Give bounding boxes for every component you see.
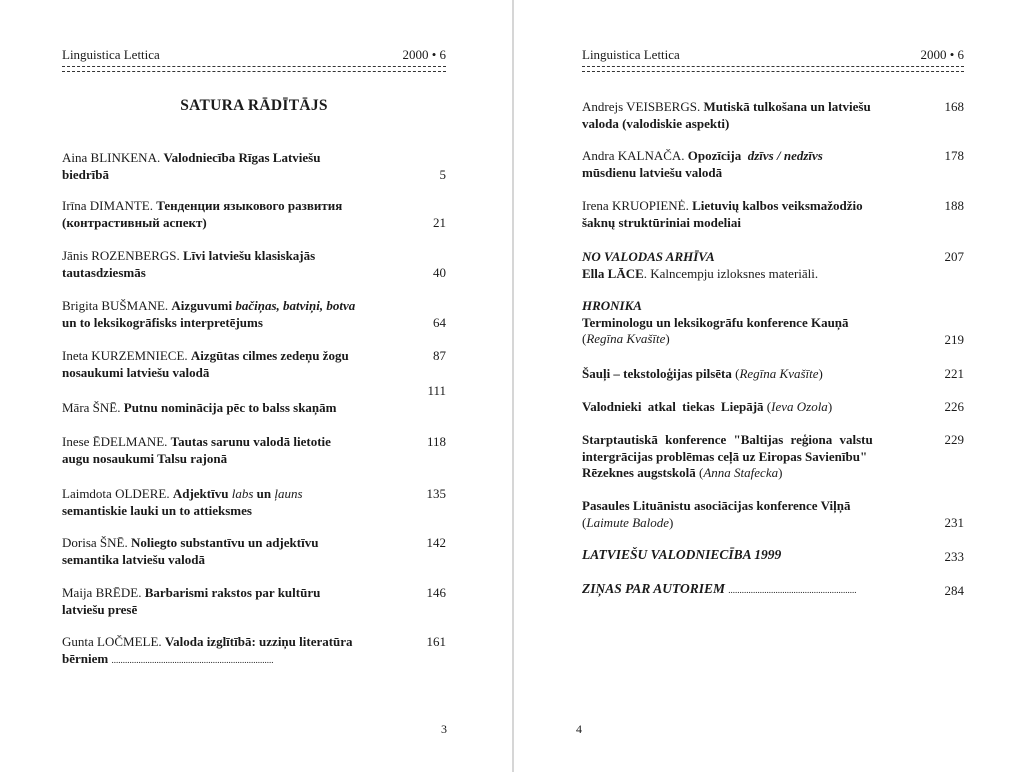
toc-entry[interactable]: Pasaules Lituānistu asociācijas konference Viļņā (Laimute Balode) 231 [582,498,964,530]
entry-author: Irena KRUOPIENĖ [582,198,686,213]
toc-entry[interactable]: Irena KRUOPIENĖ. Lietuvių kalbos veiksmažodžio šaknų struktūriniai modeliai 188 [582,198,964,230]
entry-title: Līvi latviešu klasiskajās [182,248,316,263]
entry-title: Valoda izglītībā: uzziņu literatūra [164,634,353,649]
entry-title: augu nosaukumi Talsu rajonā [62,450,228,466]
entry-page: 161 [426,634,446,649]
entry-author: Inese ĒDELMANE [62,434,165,449]
right-page [514,0,1024,772]
toc-entry[interactable]: Aina BLINKENA. Valodniecība Rīgas Latviešu biedrībā 5 [62,150,446,182]
entry-title: Starptautiskā konference "Baltijas reģiona valstu [582,432,873,447]
toc-entry[interactable]: Starptautiskā konference "Baltijas reģiona valstu intergrācijas problēmas ceļā uz Eiropas Savienību" Rēzeknes augstskolā (Anna Stafecka) 229 [582,432,964,480]
entry-title: semantika latviešu valodā [62,551,206,567]
entry-title: Valodniecība Rīgas Latviešu [163,150,321,165]
entry-page: 21 [433,215,446,230]
entry-title: Tautas sarunu valodā lietotie [170,434,331,449]
entry-page: 229 [944,432,964,447]
toc-entry[interactable]: Irīna DIMANTE. Тенденции языкового развития (контрастивный аспект) 21 [62,198,446,230]
entry-page: 168 [944,99,964,114]
entry-title: intergrācijas problēmas ceļā uz Eiropas Savienību" [582,448,868,464]
entry-title: Barbarismi rakstos par kultūru [144,585,321,600]
page-number: 3 [441,722,447,736]
toc-entry[interactable]: Andra KALNAČA. Opozīcija dzīvs / nedzīvs mūsdienu latviešu valodā 178 [582,148,964,180]
entry-title-italic: dzīvs / nedzīvs [747,148,823,163]
entry-page: 111 [427,383,446,398]
entry-page: 219 [944,332,964,347]
toc-entry[interactable]: NO VALODAS ARHĪVA Ella LĀCE. Kalncempju izloksnes materiāli. 207 [582,249,964,281]
entry-author: Dorisa ŠNĒ [62,535,125,550]
header-rule [582,66,964,72]
entry-title-italic: ļauns [274,486,303,501]
entry-title: biedrībā [62,166,109,182]
entry-title: valoda (valodiskie aspekti) [582,115,730,131]
toc-entry[interactable]: Dorisa ŠNĒ. Noliegto substantīvu un adjektīvu semantika latviešu valodā 142 [62,535,446,567]
toc-entry[interactable]: Māra ŠNĒ. Putnu nominācija pēc to balss skaņām 111 [62,383,446,415]
entry-title: šaknų struktūriniai modeliai [582,214,741,230]
entry-page: 87 [433,348,446,363]
entry-title: (контрастивный аспект) [62,214,207,230]
entry-title: Opozīcija [687,148,742,163]
entry-title: Aizguvumi [171,298,233,313]
entry-page: 64 [433,315,446,330]
entry-page: 221 [944,366,964,381]
toc-entry[interactable]: Inese ĒDELMANE. Tautas sarunu valodā lietotie augu nosaukumi Talsu rajonā 118 [62,434,446,466]
entry-page: 40 [433,265,446,280]
entry-page: 284 [944,583,964,598]
section-heading: ZIŅAS PAR AUTORIEM [582,581,726,596]
leader-dots: ......................................................... [728,585,857,595]
toc-entry[interactable] [582,547,964,564]
toc-entry[interactable]: Maija BRĒDE. Barbarismi rakstos par kultūru latviešu presē 146 [62,585,446,617]
running-header [582,47,964,63]
entry-title: latviešu presē [62,601,138,617]
header-rule [62,66,446,72]
entry-title-italic: bačiņas, batviņi, botva [235,298,356,313]
entry-title: un [256,486,272,501]
toc-entry[interactable]: Ineta KURZEMNIECE. Aizgūtas cilmes zedeņu žogu nosaukumi latviešu valodā 87 [62,348,446,380]
entry-title: Lietuvių kalbos veiksmažodžio [692,198,863,213]
leader-dots: ........................................................................ [111,654,274,665]
entry-page: 178 [944,148,964,163]
entry-title: tautasdziesmās [62,264,146,280]
entry-page: 135 [426,486,446,501]
entry-title: Aizgūtas cilmes zedeņu žogu [190,348,349,363]
entry-title: Valodnieki atkal tiekas Liepājā [582,399,764,414]
entry-title: Rēzeknes augstskolā [582,465,696,480]
entry-page: 188 [944,198,964,213]
toc-entry[interactable]: Gunta LOČMELE. Valoda izglītībā: uzziņu literatūra bērniem ........................................................................ 161 [62,634,446,666]
entry-title: bērniem [62,650,109,666]
entry-page: 146 [426,585,446,600]
toc-title: SATURA RĀDĪTĀJS [180,97,328,114]
entry-title: semantiskie lauki un to attieksmes [62,502,252,518]
section-heading: LATVIEŠU VALODNIECĪBA 1999 [582,547,782,562]
toc-entry[interactable]: Brigita BUŠMANE. Aizguvumi bačiņas, batviņi, botva un to leksikogrāfisks interpretējums 64 [62,298,446,330]
entry-author: Aina BLINKENA [62,150,157,165]
entry-page: 118 [426,434,446,449]
journal-name: Linguistica Lettica [62,47,160,62]
entry-author: Gunta LOČMELE [62,634,159,649]
entry-author: Maija BRĒDE [62,585,139,600]
entry-page: 5 [439,167,446,182]
entry-author: Andra KALNAČA [582,148,682,163]
entry-title: nosaukumi latviešu valodā [62,364,210,380]
entry-page: 233 [944,549,964,564]
entry-author: Andrejs VEISBERGS [582,99,697,114]
section-heading: NO VALODAS ARHĪVA [582,249,715,264]
entry-title: mūsdienu latviešu valodā [582,164,723,180]
entry-title: Putnu nominācija pēc to balss skaņām [123,400,337,415]
entry-page: 226 [944,399,964,414]
entry-title: un to leksikogrāfisks interpretējums [62,314,263,330]
toc-entry[interactable] [582,581,964,599]
page-number: 4 [576,722,582,736]
toc-entry[interactable]: Valodnieki atkal tiekas Liepājā (Ieva Ozola) 226 [582,399,964,414]
toc-entry[interactable]: Jānis ROZENBERGS. Līvi latviešu klasiskajās tautasdziesmās 40 [62,248,446,280]
entry-reporter: Regīna Kvašīte [586,331,666,346]
entry-reporter: Laimute Balode [586,514,670,530]
entry-reporter: Ieva Ozola [771,399,828,414]
running-header [62,47,446,63]
entry-page: 142 [426,535,446,550]
entry-author: Laimdota OLDERE [62,486,167,501]
entry-title: Terminologu un leksikogrāfu konference Kauņā [582,314,849,330]
toc-entry[interactable]: Šauļi – tekstoloģijas pilsēta (Regīna Kvašīte) 221 [582,366,964,381]
entry-author: Ella LĀCE [582,265,644,281]
toc-entry[interactable]: Laimdota OLDERE. Adjektīvu labs un ļauns semantiskie lauki un to attieksmes 135 [62,486,446,518]
entry-author: Irīna DIMANTE [62,198,150,213]
entry-title: Тенденции языкового развития [156,198,343,213]
entry-page: 207 [944,249,964,264]
entry-author: Māra ŠNĒ [62,400,118,415]
entry-title: Šauļi – tekstoloģijas pilsēta [582,366,732,381]
toc-entry[interactable]: Andrejs VEISBERGS. Mutiskā tulkošana un latviešu valoda (valodiskie aspekti) 168 [582,99,964,131]
issue-number: 2000 • 6 [402,47,446,62]
entry-author: Brigita BUŠMANE [62,298,165,313]
entry-title: Pasaules Lituānistu asociācijas konference Viļņā [582,498,851,513]
entry-page: 231 [944,515,964,530]
entry-title: Kalncempju izloksnes materiāli. [650,265,819,281]
entry-title: Noliegto substantīvu un adjektīvu [130,535,319,550]
entry-title: Adjektīvu [172,486,229,501]
section-heading: HRONIKA [582,298,642,313]
entry-title: Mutiskā tulkošana un latviešu [703,99,871,114]
entry-author: Jānis ROZENBERGS [62,248,177,263]
issue-number: 2000 • 6 [920,47,964,62]
entry-reporter: Anna Stafecka [703,465,779,480]
toc-entry[interactable]: HRONIKA Terminologu un leksikogrāfu konference Kauņā (Regīna Kvašīte) 219 [582,298,964,347]
entry-reporter: Regīna Kvašīte [739,366,819,381]
entry-author: Ineta KURZEMNIECE [62,348,185,363]
entry-title-italic: labs [231,486,254,501]
journal-name: Linguistica Lettica [582,47,680,62]
